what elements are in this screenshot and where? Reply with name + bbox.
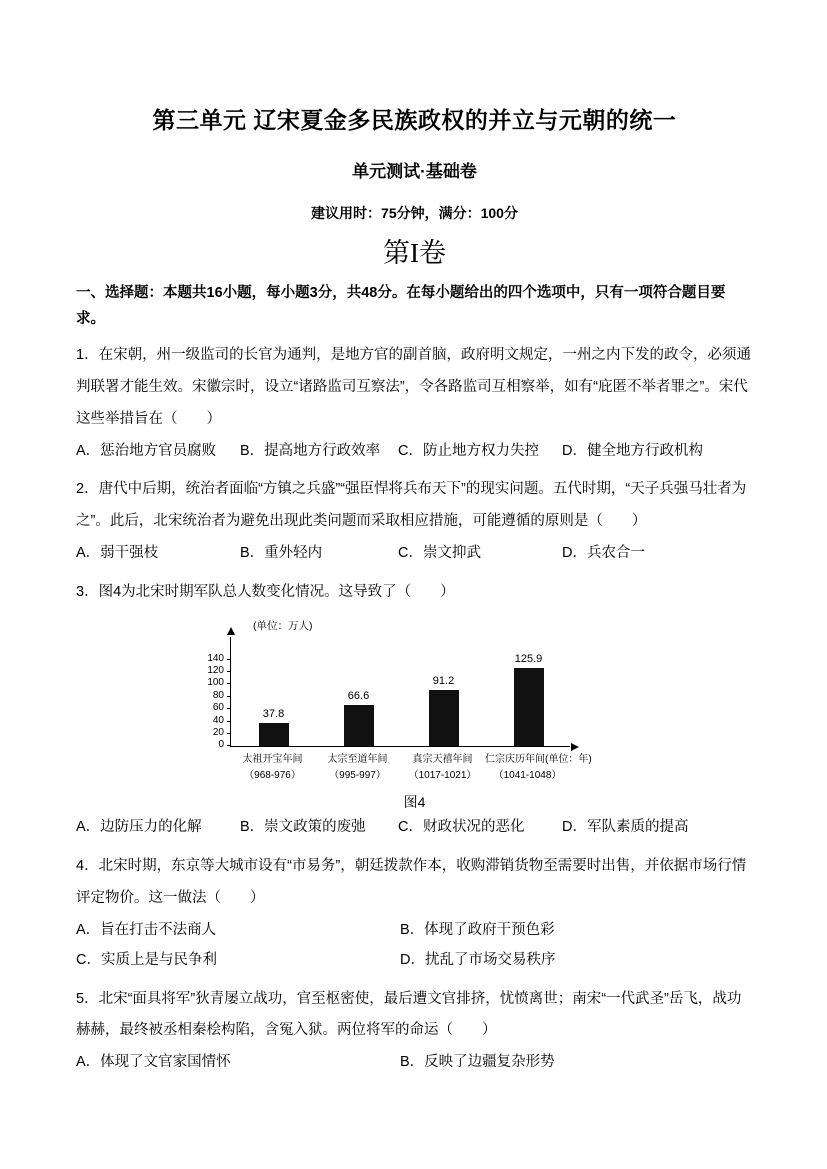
y-axis-tick-label: 0	[218, 739, 224, 751]
exam-meta: 建议用时：75分钟，满分：100分	[311, 205, 518, 221]
x-category-1: 太祖开宝年间 （968-976）	[242, 754, 303, 781]
question-1-option-c: C．防止地方权力失控	[398, 442, 539, 459]
page-subtitle: 单元测试·基础卷	[352, 162, 477, 181]
question-2	[76, 474, 753, 568]
question-1-option-d: D．健全地方行政机构	[562, 442, 703, 459]
question-5-option-a: A．体现了文官家国情怀	[76, 1054, 231, 1071]
page-title: 第三单元 辽宋夏金多民族政权的并立与元朝的统一	[152, 107, 677, 133]
question-2-options	[76, 538, 753, 568]
question-5-stem: 5．北宋“面具将军”狄青屡立战功，官至枢密使，最后遭文官排挤，忧愤离世；南宋“一代武圣”岳飞，战功赫赫，最终被丞相秦桧构陷，含冤入狱。两位将军的命运（ ）	[76, 990, 742, 1039]
question-4	[76, 851, 753, 976]
y-axis-tick-100	[207, 677, 231, 689]
y-axis-tick-label: 40	[212, 714, 224, 726]
y-axis-tick-80	[212, 689, 231, 701]
question-3	[76, 577, 753, 843]
y-axis-tick-120	[207, 665, 231, 677]
question-5-option-b: B．反映了边疆复杂形势	[400, 1054, 555, 1071]
question-1-option-b: B．提高地方行政效率	[240, 442, 381, 459]
y-axis-tick-140	[207, 652, 231, 664]
question-3-options	[76, 812, 753, 842]
y-axis-tick-40	[212, 714, 231, 726]
chart-bar-3	[429, 674, 459, 747]
y-axis-tick-label: 60	[212, 702, 224, 714]
section-instruction: 一、选择题：本题共16小题，每小题3分，共48分。在每小题给出的四个选项中，只有一项符合题目要求。	[76, 285, 726, 328]
question-1-options	[76, 436, 753, 466]
question-1-option-a: A．惩治地方官员腐败	[76, 442, 217, 459]
chart-bar-2	[344, 690, 374, 746]
question-2-stem: 2．唐代中后期，统治者面临“方镇之兵盛”“强臣悍将兵布天下”的现实问题。五代时期，“天子兵强马壮者为之”。此后，北宋统治者为避免出现此类问题而采取相应措施，可能遵循的原则是（ ）	[76, 481, 747, 530]
question-3-option-c: C．财政状况的恶化	[398, 819, 525, 836]
y-axis-tick-label: 20	[212, 727, 224, 739]
bar-value-label: 66.6	[347, 690, 370, 703]
question-4-option-d: D．扰乱了市场交易秩序	[400, 952, 556, 969]
question-3-chart	[176, 618, 656, 783]
bar-value-label: 37.8	[262, 707, 285, 720]
question-2-option-a: A．弱干强枝	[76, 545, 159, 562]
y-axis-tick-label: 140	[207, 652, 224, 664]
question-3-option-a: A．边防压力的化解	[76, 819, 202, 836]
question-4-stem: 4．北宋时期，东京等大城市设有“市易务”，朝廷拨款作本，收购滞销货物至需要时出售，并依据市场行情评定物价。这一做法（ ）	[76, 857, 747, 906]
y-axis-tick-60	[212, 702, 231, 714]
question-3-option-b: B．崇文政策的废弛	[240, 819, 366, 836]
chart-y-unit-label: (单位：万人)	[253, 620, 313, 633]
chart-categories	[230, 752, 592, 783]
x-category-4: 仁宗庆历年间(单位：年) （1041-1048）	[485, 754, 592, 781]
chart-caption: 图4	[403, 794, 426, 811]
question-4-option-a: A．旨在打击不法商人	[76, 921, 217, 938]
bar-value-label: 91.2	[432, 674, 455, 687]
question-5	[76, 984, 753, 1078]
y-axis-tick-20	[212, 727, 231, 739]
x-category-2: 太宗至道年间 （995-997）	[327, 754, 388, 781]
question-4-option-c: C．实质上是与民争利	[76, 952, 217, 969]
x-category-3: 真宗天禧年间 （1017-1021）	[408, 754, 477, 781]
question-2-option-d: D．兵农合一	[562, 545, 645, 562]
bar-value-label: 125.9	[514, 653, 543, 666]
y-axis-tick-label: 100	[207, 677, 224, 689]
question-2-option-b: B．重外轻内	[240, 545, 323, 562]
chart-plot	[207, 637, 570, 751]
question-1	[76, 340, 753, 466]
y-axis-tick-0	[218, 739, 231, 751]
question-4-option-b: B．体现了政府干预色彩	[400, 921, 555, 938]
question-4-options	[76, 915, 753, 976]
y-axis-tick-label: 120	[207, 665, 224, 677]
question-1-stem: 1．在宋朝，州一级监司的长官为通判，是地方官的副首脑，政府明文规定，一州之内下发的政令，必须通判联署才能生效。宋徽宗时，设立“诸路监司互察法”，令各路监司互相察举，如有“庇匿不举者罪之”。宋代这些举措旨在（ ）	[76, 347, 752, 427]
chart-bar-1	[259, 707, 289, 746]
volume-title: 第I卷	[383, 238, 446, 268]
question-5-options	[76, 1047, 753, 1077]
y-axis-tick-label: 80	[212, 689, 224, 701]
question-3-option-d: D．军队素质的提高	[562, 819, 689, 836]
question-2-option-c: C．崇文抑武	[398, 545, 481, 562]
question-3-stem: 3．图4为北宋时期军队总人数变化情况。这导致了（ ）	[76, 583, 455, 600]
chart-bar-4	[514, 653, 544, 746]
